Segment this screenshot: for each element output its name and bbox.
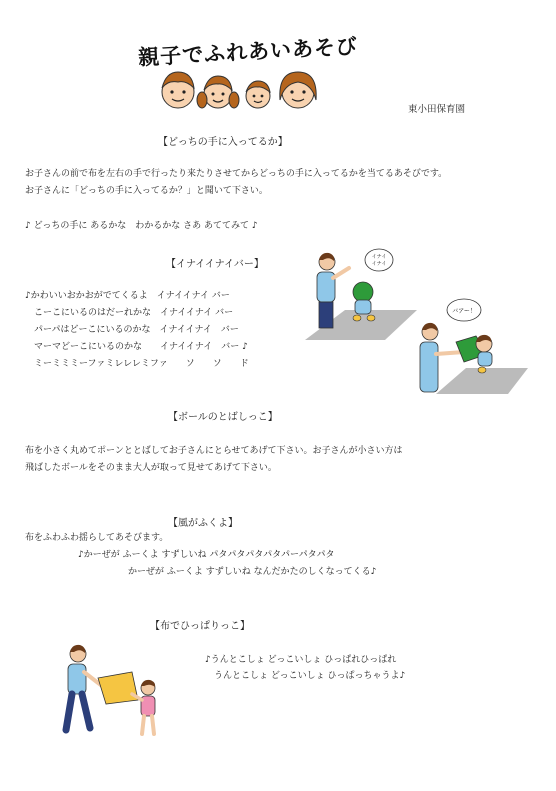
section-heading-dotchi: 【どっちの手に入ってるか】 (158, 137, 288, 148)
bubble-text: バアー！ (452, 308, 476, 315)
song-line: かーぜが ふーくよ すずしいね なんだかたのしくなってくる♪ (128, 567, 377, 577)
section-heading-inaiinaiba: 【イナイイナイバー】 (166, 259, 264, 270)
family-faces-icon (158, 64, 318, 114)
song-line: ♪かーぜが ふーくよ すずしいね パタパタパタパタパーパタパタ (78, 550, 335, 560)
song-line: パーパはどーこにいるのかな イナイイナイ バー (25, 325, 239, 335)
reveal-illustration-icon (416, 296, 528, 396)
song-line: ♪ どっちの手に あるかな わかるかな さあ あててみて ♪ (25, 221, 258, 231)
organization-name: 東小田保育園 (408, 104, 466, 115)
section-heading-ball: 【ボールのとばしっこ】 (168, 412, 278, 423)
bubble-text: イナイ (371, 261, 387, 267)
song-line: こーこにいるのはだーれかな イナイイナイ バー (25, 308, 234, 318)
section-text-line: 飛ばしたボールをそのまま大人が取って見せてあげて下さい。 (25, 463, 277, 473)
page-title: 親子でふれあいあそび (137, 34, 359, 70)
song-line: ミーミミミーファミレレレミファ ソ ソ ド (25, 359, 249, 369)
song-line: ♪かわいいおかおがでてくるよ イナイイナイ バー (25, 291, 230, 301)
tug-of-war-illustration-icon (62, 642, 164, 742)
song-line: うんとこしょ どっこいしょ ひっぱっちゃうよ♪ (205, 671, 406, 681)
song-line: マーマどーこにいるのかな イナイイナイ バー ♪ (25, 342, 248, 352)
section-heading-wind: 【風がふくよ】 (168, 518, 238, 529)
section-text-line: お子さんの前で布を左右の手で行ったり来たりさせてからどっちの手に入ってるかを当てるあそびです。 (25, 169, 448, 179)
bubble-text: イナイ (371, 254, 387, 260)
section-text-line: 布を小さく丸めてポーンととばしてお子さんにとらせてあげて下さい。お子さんが小さい方は (25, 446, 403, 456)
section-text-line: お子さんに「どっちの手に入ってるか？」と聞いて下さい。 (25, 186, 268, 196)
section-heading-tug: 【布でひっぱりっこ】 (150, 621, 250, 632)
peekaboo-illustration-icon (305, 246, 417, 344)
section-text-line: 布をふわふわ揺らしてあそびます。 (25, 533, 169, 543)
song-line: ♪うんとこしょ どっこいしょ ひっぱれひっぱれ (205, 655, 397, 665)
